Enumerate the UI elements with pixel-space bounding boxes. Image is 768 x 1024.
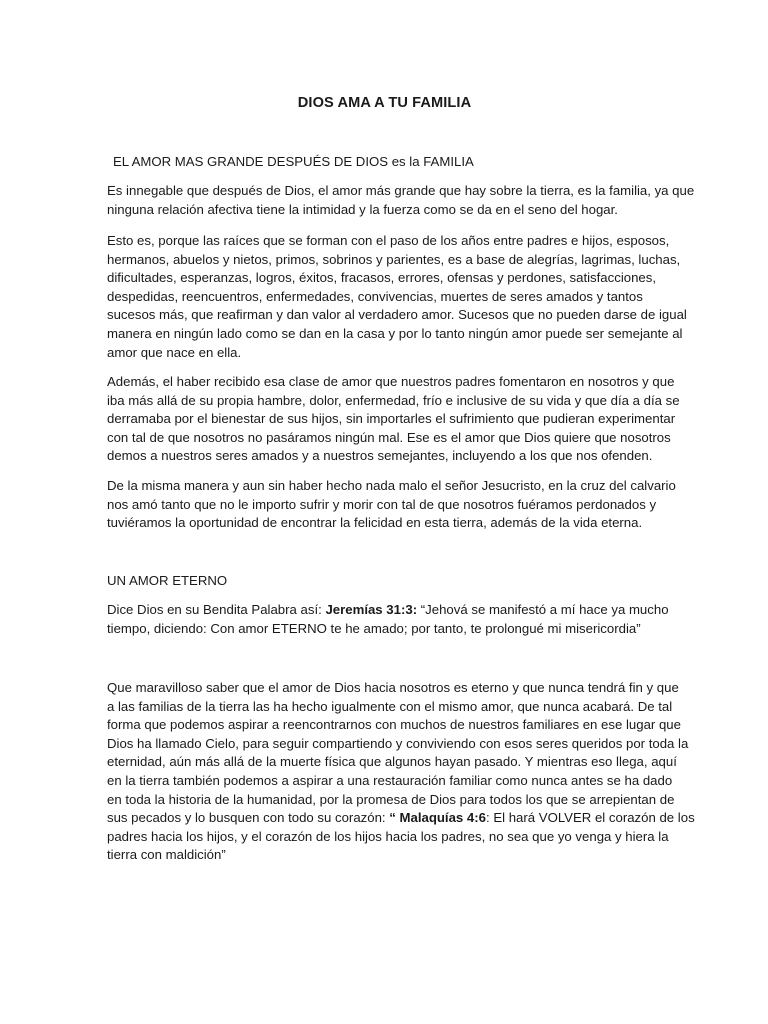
- paragraph-4: [107, 477, 676, 533]
- paragraph-line: despedidas, reencuentros, enfermedades, convivencias, muertes de seres amados y tantos: [107, 288, 643, 304]
- paragraph-2: [107, 232, 687, 362]
- paragraph-line: tierra con maldición”: [107, 847, 226, 863]
- paragraph-line: tiempo, diciendo: Con amor ETERNO te he amado; por tanto, te prolongué mi misericordia”: [107, 620, 641, 636]
- scripture-reference: Jeremías 31:3:: [325, 602, 418, 617]
- paragraph-line: Además, el haber recibido esa clase de amor que nuestros padres fomentaron en nosotros y que: [107, 374, 675, 389]
- paragraph-line: Dios ha llamado Cielo, para seguir compartiendo y conviviendo con esos seres queridos por toda la: [107, 735, 689, 751]
- paragraph-line: con tal de que nosotros no pasáramos ningún mal. Ese es el amor que Dios quiere que nosotros: [107, 429, 671, 445]
- section-heading-eternal-love: UN AMOR ETERNO: [107, 573, 228, 588]
- paragraph-line: en toda la historia de la humanidad, por la promesa de Dios para todos los que se arrepientan de: [107, 791, 675, 807]
- paragraph-line: tuviéramos la oportunidad de encontrar la felicidad en esta tierra, además de la vida eterna.: [107, 515, 643, 531]
- paragraph-line: Que maravilloso saber que el amor de Dios hacia nosotros es eterno y que nunca tendrá fin y que: [107, 680, 679, 695]
- paragraph-line: eternidad, aún más allá de la muerte física que algunos hayan pasado. Y mientras eso llega, aquí: [107, 754, 677, 770]
- paragraph-line: hermanos, abuelos y nietos, primos, sobrinos y parientes, es a base de alegrías, lagrimas, luchas,: [107, 251, 681, 267]
- section-heading-family: EL AMOR MAS GRANDE DESPUÉS DE DIOS es la FAMILIA: [113, 154, 474, 169]
- paragraph-6: [107, 679, 695, 865]
- text-run: : El hará VOLVER el corazón de los: [486, 810, 695, 826]
- paragraph-line: De la misma manera y aun sin haber hecho nada malo el señor Jesucristo, en la cruz del calvario: [107, 478, 676, 493]
- paragraph-line: sucesos más, que reafirman y dan valor al verdadero amor. Sucesos que no pueden darse de igual: [107, 307, 687, 323]
- paragraph-line: ninguna relación afectiva tiene la intimidad y la fuerza como se da en el seno del hogar.: [107, 201, 618, 217]
- paragraph-line: dificultades, esperanzas, logros, éxitos, fracasos, errores, ofensas y perdones, satisfacciones,: [107, 270, 657, 286]
- paragraph-line: a las familias de la tierra las ha hecho igualmente con el mismo amor, que nunca acabará. De tal: [107, 698, 673, 714]
- paragraph-5: [107, 601, 669, 638]
- text-run: Dice Dios en su Bendita Palabra así:: [107, 602, 326, 617]
- text-run: sus pecados y lo busquen con todo su corazón:: [107, 810, 390, 826]
- paragraph-line: iba más allá de su propia hambre, dolor, enfermedad, frío e inclusive de su vida y que día a día se: [107, 392, 680, 408]
- paragraph-1: [107, 182, 695, 219]
- paragraph-3: [107, 373, 680, 466]
- scripture-reference: “ Malaquías 4:6: [389, 810, 486, 826]
- paragraph-line: derramaba por el bienestar de sus hijos, sin importarles el sufrimiento que pudieran experimentar: [107, 411, 676, 427]
- paragraph-line: [107, 601, 669, 620]
- text-run: “Jehová se manifestó a mí hace ya mucho: [417, 602, 669, 617]
- paragraph-line: amor que nace en ella.: [107, 344, 242, 360]
- document-title: DIOS AMA A TU FAMILIA: [297, 95, 472, 111]
- paragraph-line: [107, 809, 695, 828]
- paragraph-line: nos amó tanto que no le importo sufrir y morir con tal de que nosotros fuéramos perdonados y: [107, 496, 657, 512]
- paragraph-line: en la tierra también podemos a aspirar a una restauración familiar como nunca antes se ha dado: [107, 772, 673, 788]
- paragraph-line: padres hacia los hijos, y el corazón de los hijos hacia los padres, no sea que yo venga y hiera la: [107, 828, 669, 844]
- paragraph-line: manera en ningún lado como se dan en la casa y por lo tanto ningún amor puede ser semejante al: [107, 325, 683, 341]
- paragraph-line: forma que podemos aspirar a reencontrarnos con muchos de nuestros familiares en ese lugar que: [107, 717, 681, 733]
- paragraph-line: demos a nuestros seres amados y a nuestros semejantes, incluyendo a los que nos ofenden.: [107, 448, 653, 464]
- paragraph-line: Es innegable que después de Dios, el amor más grande que hay sobre la tierra, es la familia, ya que: [107, 183, 695, 198]
- paragraph-line: Esto es, porque las raíces que se forman con el paso de los años entre padres e hijos, esposos,: [107, 233, 670, 248]
